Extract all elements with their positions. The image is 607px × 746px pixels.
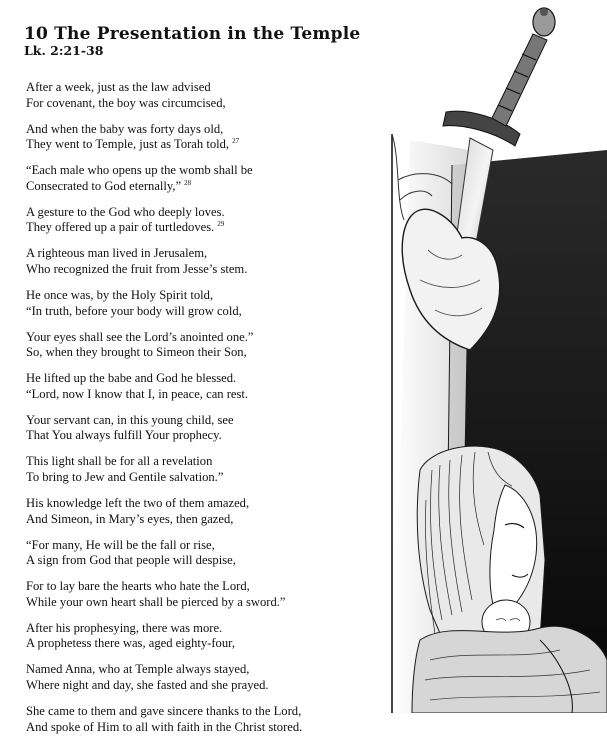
- poem-line-text: She came to them and gave sincere thanks to the Lord,: [26, 703, 302, 718]
- stanza: [26, 246, 326, 277]
- poem-line: [26, 371, 326, 387]
- poem-line: [26, 454, 326, 470]
- poem-line-text: Your eyes shall see the Lord’s anointed one.”: [26, 329, 254, 344]
- poem-line: [26, 137, 326, 153]
- stanza: [26, 80, 326, 111]
- stanza: [26, 288, 326, 319]
- poem-line-text: And spoke of Him to all with faith in the Christ stored.: [26, 719, 303, 734]
- poem-line: [26, 413, 326, 429]
- poem-line: [26, 288, 326, 304]
- poem-line: [26, 304, 326, 320]
- poem-text: [26, 80, 326, 746]
- poem-line-text: While your own heart shall be pierced by a sword.”: [26, 594, 286, 609]
- poem-line: [26, 163, 326, 179]
- poem-line-text: So, when they brought to Simeon their Son,: [26, 345, 247, 360]
- poem-line-text: “In truth, before your body will grow cold,: [26, 303, 242, 318]
- poem-line: [26, 262, 326, 278]
- poem-line-text: He once was, by the Holy Spirit told,: [26, 287, 214, 302]
- poem-line: [26, 470, 326, 486]
- page-title: 10 The Presentation in the Temple: [24, 24, 361, 44]
- poem-line: [26, 720, 326, 736]
- poem-line-text: Your servant can, in this young child, see: [26, 412, 234, 427]
- poem-line: [26, 496, 326, 512]
- poem-line-text: Who recognized the fruit from Jesse’s stem.: [26, 262, 248, 277]
- poem-line: [26, 579, 326, 595]
- poem-line: [26, 122, 326, 138]
- poem-line: [26, 662, 326, 678]
- poem-line: [26, 330, 326, 346]
- poem-line: [26, 678, 326, 694]
- stanza: [26, 454, 326, 485]
- poem-line: [26, 246, 326, 262]
- footnote-marker: 29: [217, 220, 225, 229]
- poem-line: [26, 96, 326, 112]
- poem-line-text: Where night and day, she fasted and she prayed.: [26, 678, 269, 693]
- poem-line-text: This light shall be for all a revelation: [26, 454, 213, 469]
- stanza: [26, 122, 326, 153]
- poem-line-text: His knowledge left the two of them amazed,: [26, 495, 250, 510]
- poem-line: [26, 387, 326, 403]
- stanza: [26, 538, 326, 569]
- poem-line: [26, 205, 326, 221]
- poem-line-text: After a week, just as the law advised: [26, 80, 211, 94]
- poem-line: [26, 220, 326, 236]
- stanza: [26, 371, 326, 402]
- poem-line: [26, 512, 326, 528]
- stanza: [26, 704, 326, 735]
- stanza: [26, 621, 326, 652]
- footnote-marker: 27: [232, 137, 240, 146]
- poem-line-text: And when the baby was forty days old,: [26, 121, 224, 136]
- stanza: [26, 330, 326, 361]
- poem-line-text: That You always fulfill Your prophecy.: [26, 428, 222, 443]
- poem-line: [26, 553, 326, 569]
- poem-line: [26, 80, 326, 96]
- mother-robe: [412, 626, 607, 713]
- poem-line-text: They went to Temple, just as Torah told,: [26, 137, 230, 152]
- poem-line-text: To bring to Jew and Gentile salvation.”: [26, 470, 224, 485]
- scripture-reference: Lk. 2:21-38: [24, 43, 104, 58]
- stanza: [26, 496, 326, 527]
- poem-line: [26, 636, 326, 652]
- footnote-marker: 28: [184, 178, 192, 187]
- poem-line-text: A sign from God that people will despise,: [26, 553, 236, 568]
- poem-line-text: “Each male who opens up the womb shall be: [26, 163, 253, 178]
- poem-line-text: And Simeon, in Mary’s eyes, then gazed,: [26, 511, 234, 526]
- poem-line: [26, 621, 326, 637]
- poem-line: [26, 595, 326, 611]
- poem-line-text: Consecrated to God eternally,”: [26, 178, 182, 193]
- poem-line-text: A gesture to the God who deeply loves.: [26, 204, 225, 219]
- sword-grip: [492, 34, 547, 126]
- stanza: [26, 205, 326, 236]
- poem-line-text: “Lord, now I know that I, in peace, can rest.: [26, 386, 249, 401]
- poem-line-text: For to lay bare the hearts who hate the Lord,: [26, 579, 250, 594]
- stanza: [26, 413, 326, 444]
- poem-line-text: After his prophesying, there was more.: [26, 620, 223, 635]
- poem-line-text: For covenant, the boy was circumcised,: [26, 95, 226, 110]
- poem-line-text: A prophetess there was, aged eighty-four,: [26, 636, 235, 651]
- poem-line: [26, 704, 326, 720]
- poem-line: [26, 345, 326, 361]
- poem-line-text: A righteous man lived in Jerusalem,: [26, 246, 208, 261]
- poem-line-text: They offered up a pair of turtledoves.: [26, 220, 215, 235]
- poem-line: [26, 428, 326, 444]
- poem-line-text: “For many, He will be the fall or rise,: [26, 537, 215, 552]
- poem-line: [26, 179, 326, 195]
- poem-line-text: He lifted up the babe and God he blessed.: [26, 371, 237, 386]
- stanza: [26, 163, 326, 194]
- stanza: [26, 662, 326, 693]
- poem-line: [26, 538, 326, 554]
- stanza: [26, 579, 326, 610]
- poem-line-text: Named Anna, who at Temple always stayed,: [26, 662, 250, 677]
